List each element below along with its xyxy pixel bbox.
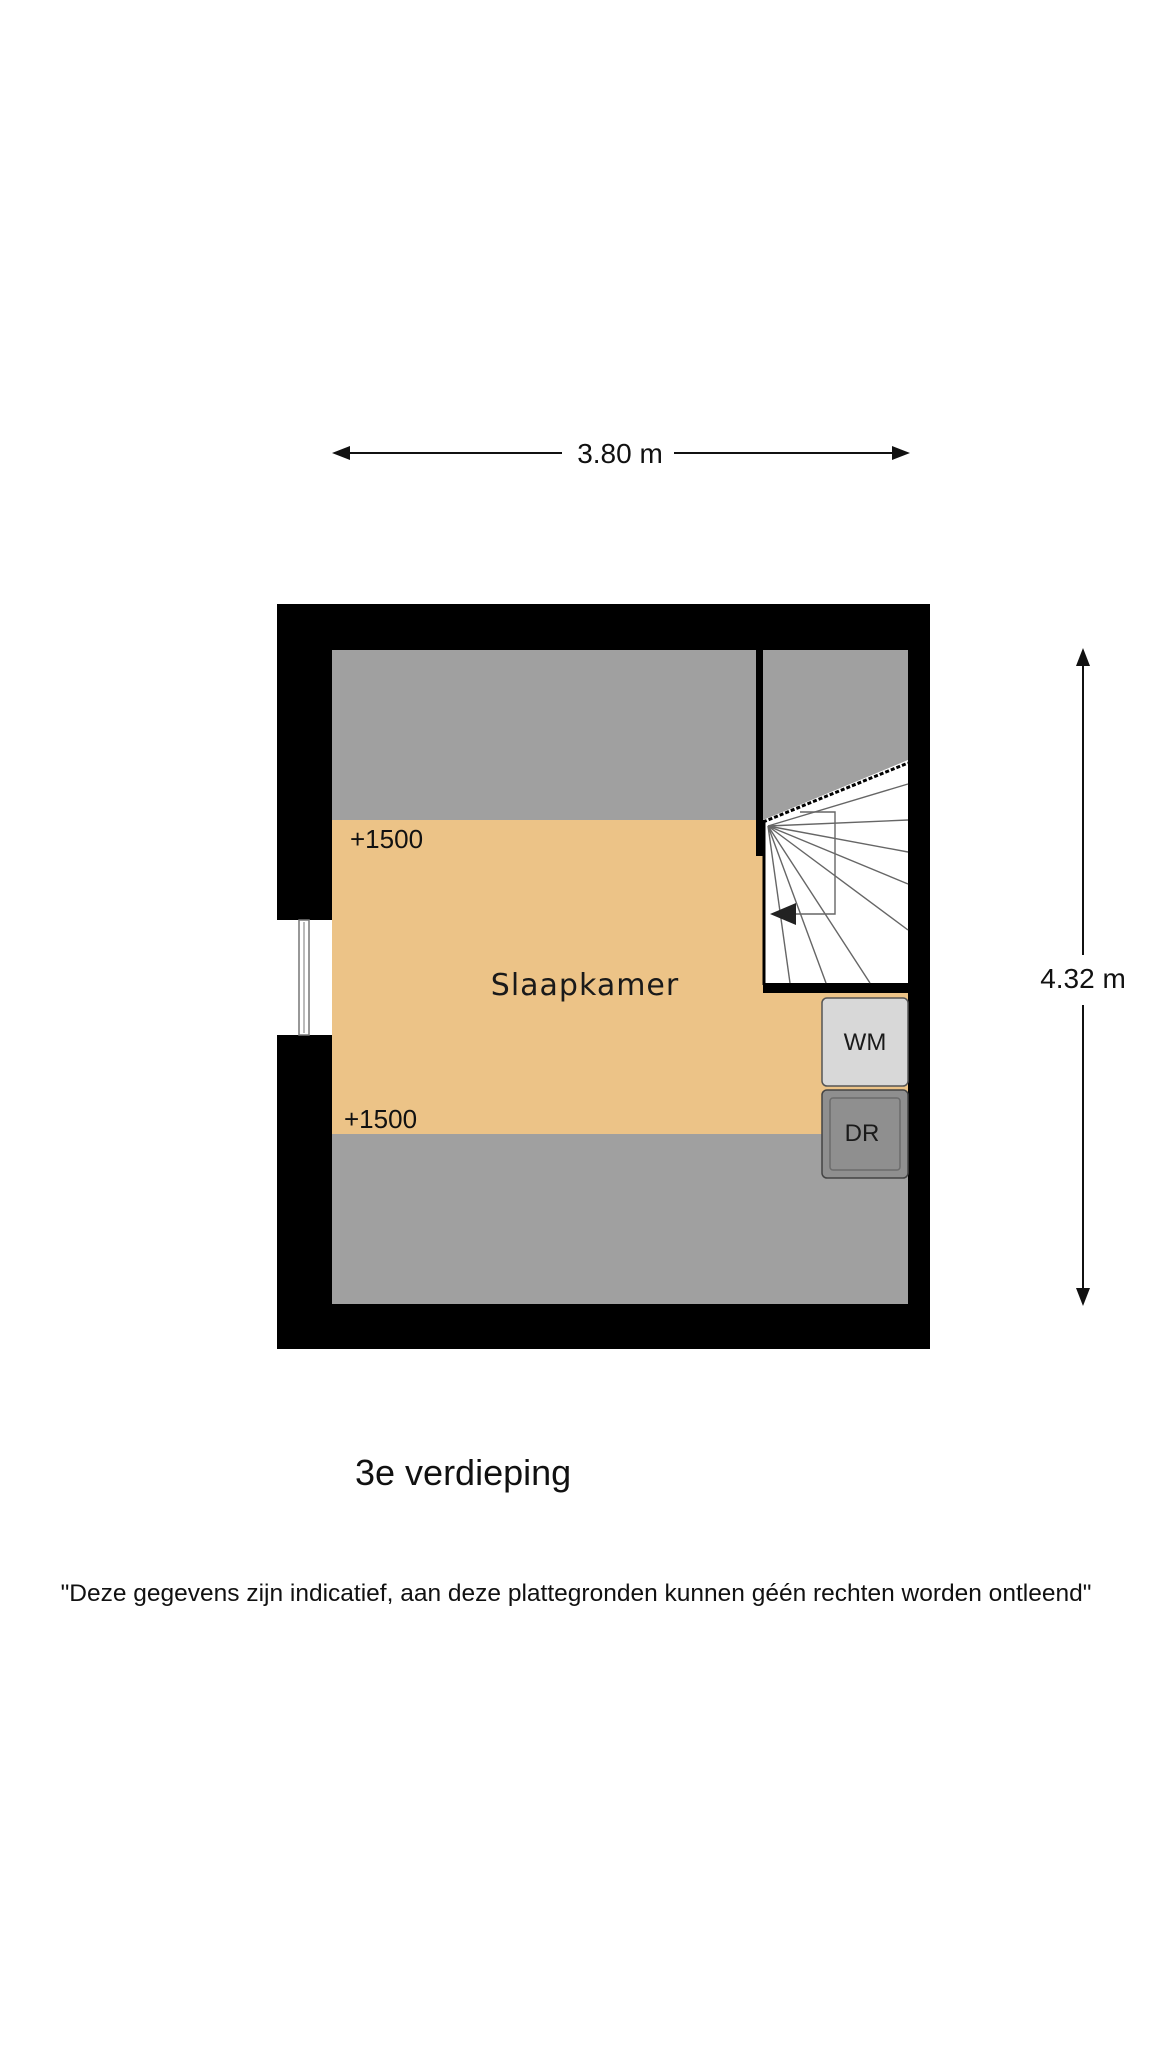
arrow-up-icon xyxy=(1076,648,1090,666)
washer xyxy=(822,998,908,1086)
room-label: Slaapkamer xyxy=(490,968,680,1003)
floor-title: 3e verdieping xyxy=(355,1452,572,1493)
washer-label: WM xyxy=(843,1029,887,1056)
width-dimension xyxy=(332,438,910,469)
height-dimension-label: 4.32 m xyxy=(1040,963,1126,994)
window xyxy=(277,920,332,1035)
stair-partition-wall xyxy=(756,650,763,856)
level-marker-lower: +1500 xyxy=(344,1104,418,1134)
arrow-down-icon xyxy=(1076,1288,1090,1306)
height-dimension xyxy=(1040,648,1126,1306)
width-dimension-label: 3.80 m xyxy=(577,438,663,469)
stair-bottom-wall xyxy=(763,983,908,993)
disclaimer-text: "Deze gegevens zijn indicatief, aan deze plattegronden kunnen géén rechten worden ontleend" xyxy=(60,1580,1092,1607)
arrow-right-icon xyxy=(892,446,910,460)
dryer xyxy=(822,1090,908,1178)
dryer-label: DR xyxy=(844,1120,880,1147)
arrow-left-icon xyxy=(332,446,350,460)
level-marker-upper: +1500 xyxy=(350,824,424,854)
